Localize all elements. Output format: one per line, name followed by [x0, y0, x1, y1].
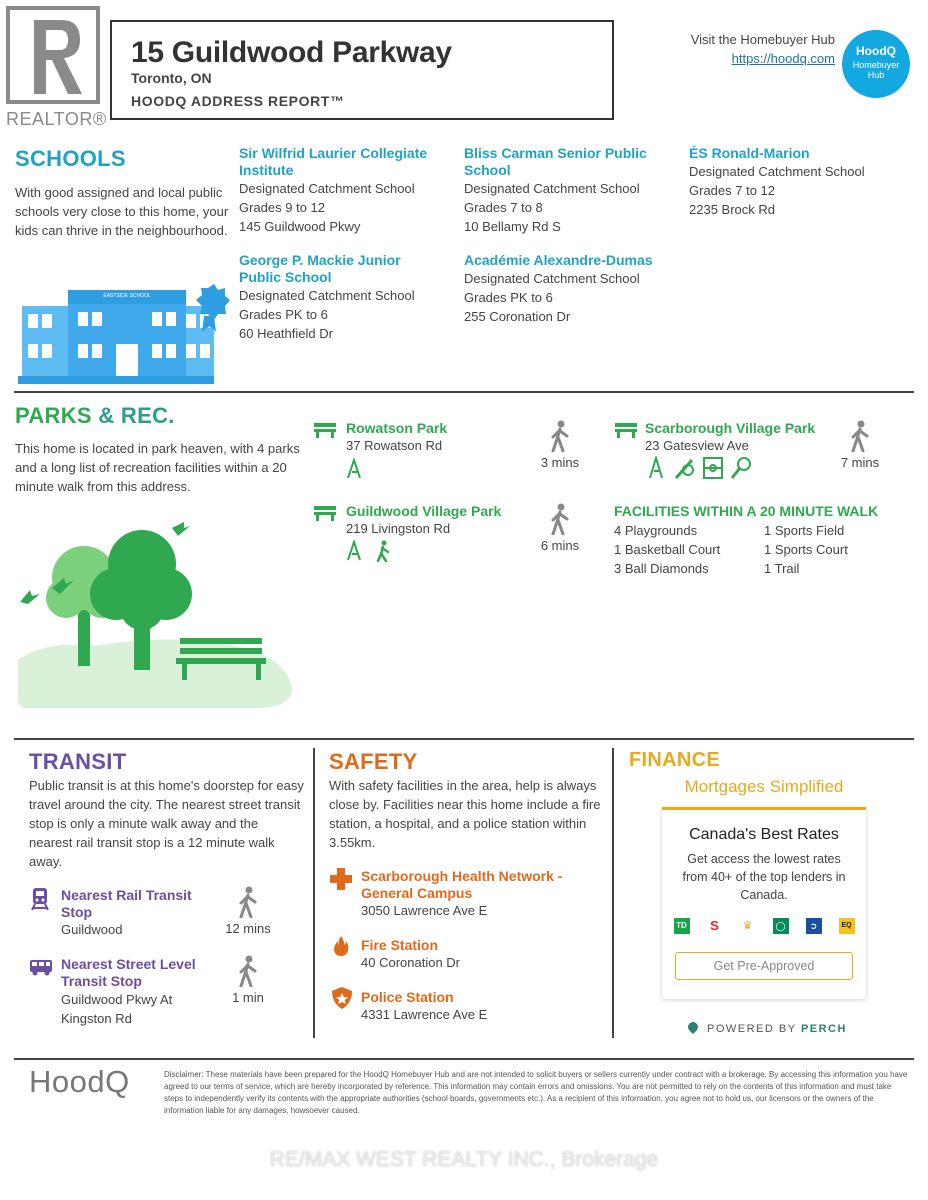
school-name[interactable]: Sir Wilfrid Laurier Collegiate Institute	[239, 145, 428, 178]
disclaimer-text: Disclaimer: These materials have been prepared for the HoodQ Homebuyer Hub and are not intended to solicit buyers or sellers currently under contract with a brokerage. By accessing this information you have agreed to our terms of service, which are hereby incorporated by reference. This information may contain errors and omissions. You are not permitted to rely on the contents of this information and must take steps to independently verify its contents with the appropriate authorities (school boards, governments etc.). As a recipient of this information, you agree not to hold us, our licensors or the owners of the information liable for any damages, howsoever caused.	[164, 1070, 908, 1115]
safety-description: With safety facilities in the area, help is always close by. Facilities near this home include a fire station, a hospital, and a police station within 3.55km.	[329, 778, 601, 850]
school-item[interactable]	[689, 145, 909, 219]
school-grades: Grades PK to 6	[464, 290, 553, 305]
facilities-right	[764, 521, 848, 578]
walking-person-icon	[549, 503, 571, 540]
park-bench-icon	[314, 505, 336, 526]
school-address: 10 Bellamy Rd S	[464, 219, 561, 234]
street-stop-label: Nearest Street Level Transit Stop	[61, 956, 196, 989]
brokerage-watermark: RE/MAX WEST REALTY INC., Brokerage	[269, 1148, 659, 1171]
walk-time: 7 mins	[840, 455, 880, 470]
park-address: 37 Rowatson Rd	[346, 438, 443, 453]
school-name[interactable]: ÉS Ronald-Marion	[689, 145, 810, 161]
report-label: HOODQ ADDRESS REPORT™	[131, 93, 345, 109]
walking-person-icon	[237, 955, 259, 992]
train-icon	[30, 887, 50, 916]
hospital-name[interactable]: Scarborough Health Network - General Campus	[361, 868, 563, 901]
hub-badge[interactable]	[842, 30, 910, 98]
school-item[interactable]	[239, 145, 454, 236]
facilities-left	[614, 521, 720, 578]
fire-icon	[333, 935, 349, 962]
transit-title: TRANSIT	[29, 749, 127, 774]
school-address: 255 Coronation Dr	[464, 309, 571, 324]
realtor-r-icon	[6, 6, 100, 106]
hub-text: Visit the Homebuyer Hub	[690, 32, 835, 47]
finance-subtitle: Mortgages Simplified	[684, 777, 844, 796]
baseball-icon	[676, 460, 693, 478]
desjardins-icon: ♛	[742, 920, 753, 932]
facility-item: 1 Basketball Court	[614, 542, 721, 557]
tennis-icon	[732, 458, 750, 478]
scotiabank-icon: S	[710, 918, 719, 933]
school-address: 60 Heathfield Dr	[239, 326, 333, 341]
powered-by	[688, 1022, 847, 1035]
park-address: 23 Gatesview Ave	[645, 438, 749, 453]
rail-stop-name[interactable]: Guildwood	[61, 922, 123, 937]
perch-brand: PERCH	[800, 1023, 847, 1035]
transit-description: Public transit is at this home's doorstep for easy travel around the city. The nearest street transit stop is only a minute walk away and the nearest rail transit stop is a 12 minute walk away.	[29, 778, 304, 869]
walking-person-icon	[237, 886, 259, 923]
park-illustration	[16, 520, 298, 710]
td-bank-icon: TD	[674, 918, 690, 934]
bank-blue-icon: ➲	[806, 918, 822, 934]
walk-time: 12 mins	[225, 921, 271, 936]
hospital-address: 3050 Lawrence Ave E	[361, 903, 488, 918]
police-badge-icon	[332, 987, 352, 1014]
hub-badge-title: HoodQ	[856, 44, 896, 58]
divider-safety-finance	[612, 748, 614, 1038]
school-type: Designated Catchment School	[464, 271, 640, 286]
walking-person-icon	[549, 420, 571, 457]
fire-station-name[interactable]: Fire Station	[361, 937, 439, 953]
facilities-title: FACILITIES WITHIN A 20 MINUTE WALK	[614, 503, 879, 519]
page-title: 15 Guildwood Parkway	[131, 36, 452, 69]
get-pre-approved-button[interactable]: Get Pre-Approved	[675, 952, 853, 980]
facility-icons	[346, 540, 396, 562]
playground-icon	[348, 542, 360, 560]
park-name[interactable]: Scarborough Village Park	[645, 420, 816, 436]
safety-title: SAFETY	[329, 749, 418, 774]
street-stop-name[interactable]: Guildwood Pkwy At Kingston Rd	[61, 992, 173, 1026]
eq-bank-icon: EQ	[839, 918, 855, 934]
school-grades: Grades 7 to 12	[689, 183, 775, 198]
city-label: Toronto, ON	[131, 70, 212, 86]
playground-icon	[346, 458, 362, 483]
park-name[interactable]: Rowatson Park	[346, 420, 448, 436]
parks-title	[15, 403, 175, 429]
park-bench-icon	[314, 422, 336, 443]
hoodq-footer-logo: HoodQ	[29, 1064, 130, 1099]
facility-item: 1 Sports Court	[764, 542, 848, 557]
fire-station-address: 40 Coronation Dr	[361, 955, 460, 970]
school-grades: Grades 9 to 12	[239, 200, 325, 215]
park-name[interactable]: Guildwood Village Park	[346, 503, 502, 519]
walk-time: 1 min	[232, 990, 264, 1005]
school-grades: Grades PK to 6	[239, 307, 328, 322]
bus-icon	[29, 958, 53, 981]
school-item[interactable]	[464, 252, 679, 326]
school-building-illustration	[18, 282, 230, 386]
divider-parks	[14, 738, 914, 740]
finance-title: FINANCE	[629, 749, 720, 771]
realtor-logo	[6, 6, 107, 129]
hub-badge-line3: Hub	[867, 70, 885, 80]
bank-green-icon: ◯	[773, 918, 789, 934]
facility-item: 3 Ball Diamonds	[614, 561, 709, 576]
hub-badge-line2: Homebuyer	[852, 60, 900, 70]
powered-by-text: POWERED BY	[707, 1023, 797, 1035]
school-item[interactable]	[464, 145, 669, 236]
schools-title: SCHOOLS	[15, 146, 126, 171]
school-type: Designated Catchment School	[464, 181, 640, 196]
facility-item: 4 Playgrounds	[614, 523, 698, 538]
parks-title-a: PARKS	[15, 403, 92, 428]
playground-icon	[650, 458, 662, 478]
divider-schools	[14, 391, 914, 393]
divider-transit-safety	[313, 748, 315, 1038]
divider-footer	[14, 1058, 914, 1060]
bank-logos	[662, 918, 866, 934]
walking-person-icon	[849, 420, 871, 457]
school-type: Designated Catchment School	[239, 288, 415, 303]
hospital-cross-icon	[330, 868, 352, 895]
rail-stop-label: Nearest Rail Transit Stop	[61, 887, 192, 920]
park-address: 219 Livingston Rd	[346, 521, 451, 536]
sports-field-icon	[704, 458, 722, 478]
walk-time: 3 mins	[540, 455, 580, 470]
schools-description: With good assigned and local public schools very close to this home, your kids can thrive in the neighbourhood.	[15, 185, 229, 238]
school-address: 2235 Brock Rd	[689, 202, 775, 217]
police-station-name[interactable]: Police Station	[361, 989, 454, 1005]
school-item[interactable]	[239, 252, 439, 343]
facility-item: 1 Sports Field	[764, 523, 845, 538]
parks-description: This home is located in park heaven, with 4 parks and a long list of recreation facilities within a 20 minute walk from this address.	[15, 441, 300, 494]
school-grades: Grades 7 to 8	[464, 200, 543, 215]
hiking-icon	[378, 541, 388, 562]
school-address: 145 Guildwood Pkwy	[239, 219, 361, 234]
school-name[interactable]: Académie Alexandre-Dumas	[464, 252, 653, 268]
facility-icons	[648, 456, 758, 480]
hub-link[interactable]: https://hoodq.com	[731, 51, 835, 66]
card-title: Canada's Best Rates	[689, 826, 839, 843]
police-station-address: 4331 Lawrence Ave E	[361, 1007, 488, 1022]
card-text: Get access the lowest rates from 40+ of the top lenders in Canada.	[682, 852, 846, 902]
school-sign: EASTSIDE SCHOOL	[103, 293, 151, 299]
perch-pin-icon	[686, 1020, 700, 1034]
facility-item: 1 Trail	[764, 561, 800, 576]
walk-time: 6 mins	[540, 538, 580, 553]
parks-title-b: & REC.	[98, 403, 175, 428]
school-name[interactable]: George P. Mackie Junior Public School	[239, 252, 401, 285]
school-type: Designated Catchment School	[239, 181, 415, 196]
school-type: Designated Catchment School	[689, 164, 865, 179]
park-bench-icon	[615, 422, 637, 443]
finance-card	[662, 807, 866, 999]
school-name[interactable]: Bliss Carman Senior Public School	[464, 145, 647, 178]
realtor-label: REALTOR®	[6, 109, 107, 129]
